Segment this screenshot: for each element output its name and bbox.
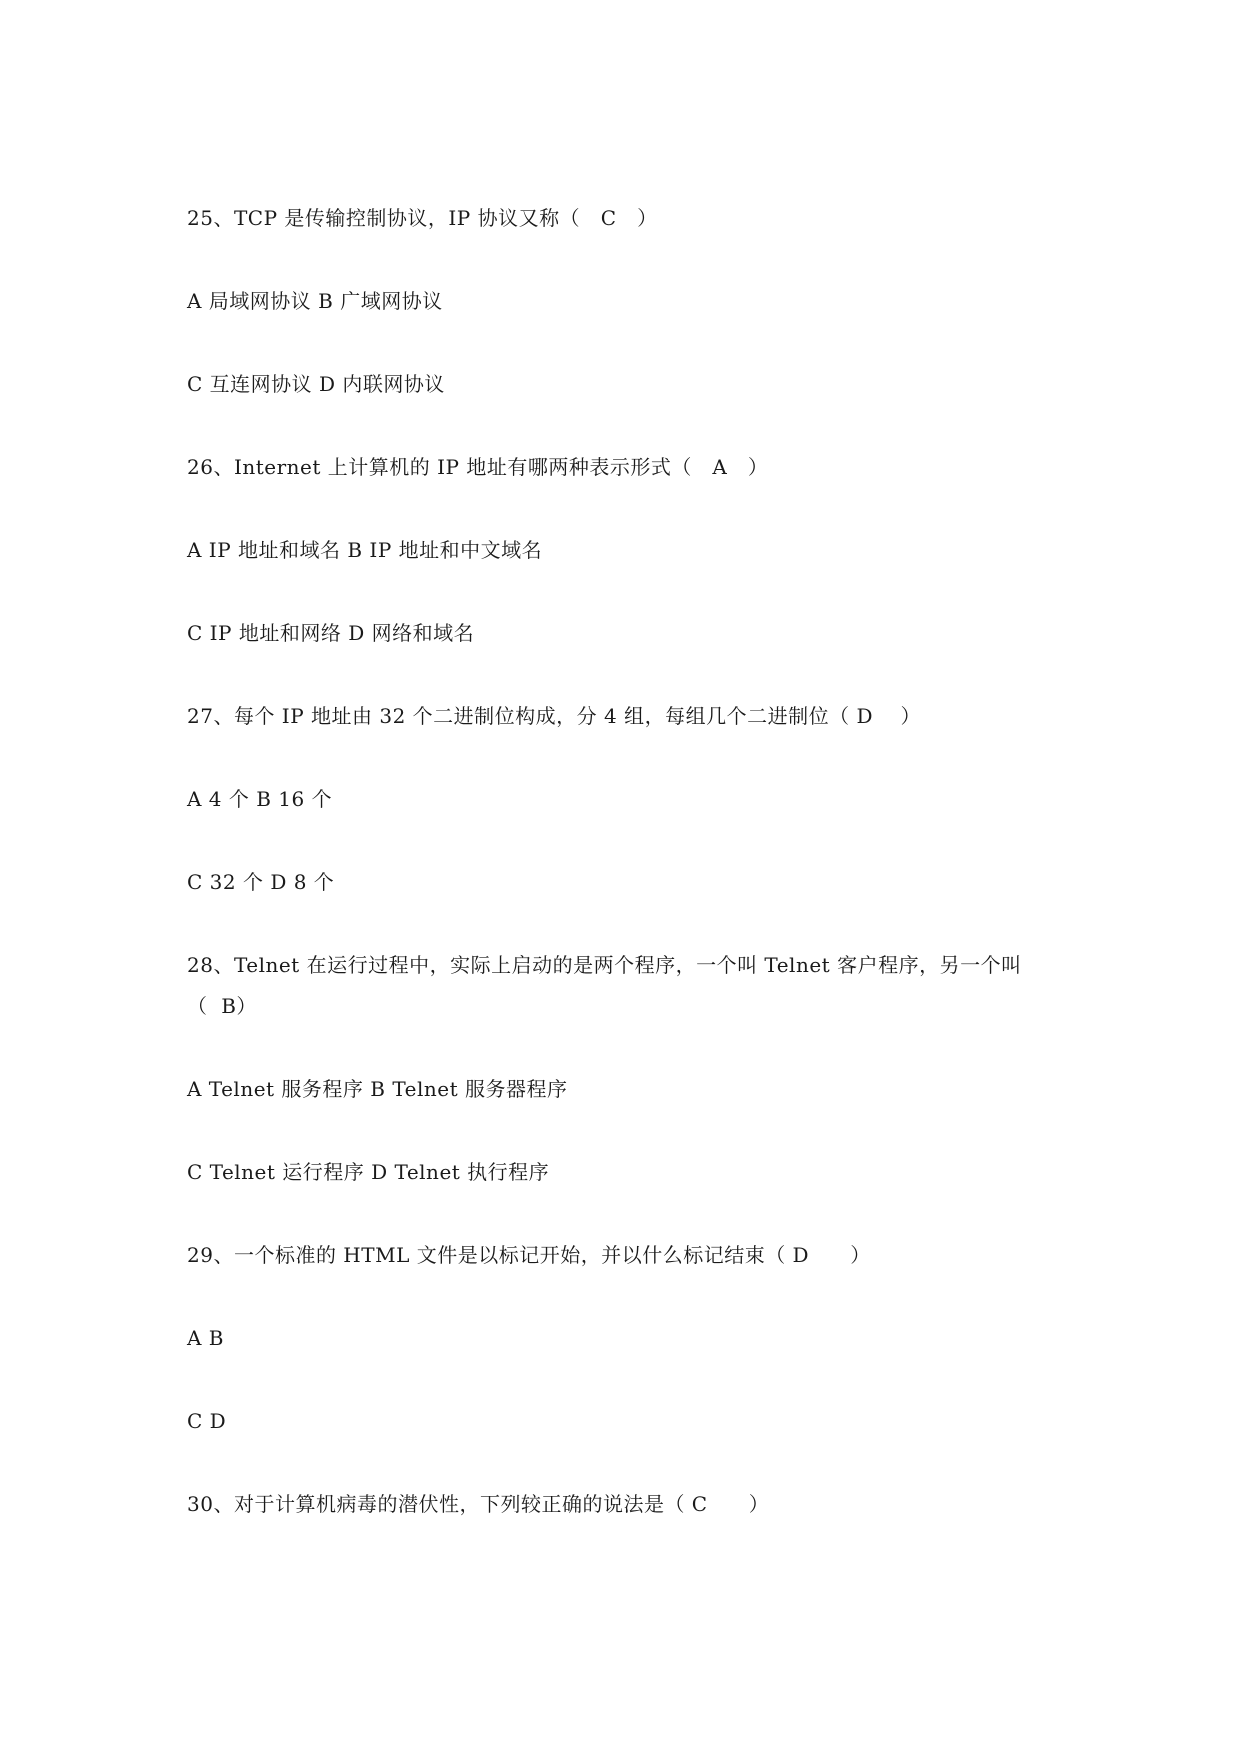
question-29-option-cd: C D xyxy=(187,1409,227,1433)
question-30-stem: 30、对于计算机病毒的潜伏性，下列较正确的说法是（ C ） xyxy=(187,1492,770,1516)
question-28-stem: 28、Telnet 在运行过程中，实际上启动的是两个程序，一个叫 Telnet 客户程序，另一个叫 xyxy=(187,953,1022,977)
question-25-option-ab: A 局域网协议 B 广域网协议 xyxy=(187,289,443,313)
question-28-option-ab: A Telnet 服务程序 B Telnet 服务器程序 xyxy=(187,1077,568,1101)
question-26-option-ab: A IP 地址和域名 B IP 地址和中文域名 xyxy=(187,538,543,562)
question-29-stem: 29、一个标准的 HTML 文件是以标记开始，并以什么标记结束（ D ） xyxy=(187,1243,871,1267)
question-25-option-cd: C 互连网协议 D 内联网协议 xyxy=(187,372,445,396)
question-28-option-cd: C Telnet 运行程序 D Telnet 执行程序 xyxy=(187,1160,550,1184)
question-27-option-ab: A 4 个 B 16 个 xyxy=(187,787,333,811)
question-27-stem: 27、每个 IP 地址由 32 个二进制位构成，分 4 组，每组几个二进制位（ D ） xyxy=(187,704,921,728)
question-26-stem: 26、Internet 上计算机的 IP 地址有哪两种表示形式（ A ） xyxy=(187,455,769,479)
question-25-stem: 25、TCP 是传输控制协议，IP 协议又称（ C ） xyxy=(187,206,658,230)
question-28-stem-continued: （ B） xyxy=(187,994,257,1018)
question-26-option-cd: C IP 地址和网络 D 网络和域名 xyxy=(187,621,475,645)
question-29-option-ab: A B xyxy=(187,1326,224,1350)
question-27-option-cd: C 32 个 D 8 个 xyxy=(187,870,335,894)
